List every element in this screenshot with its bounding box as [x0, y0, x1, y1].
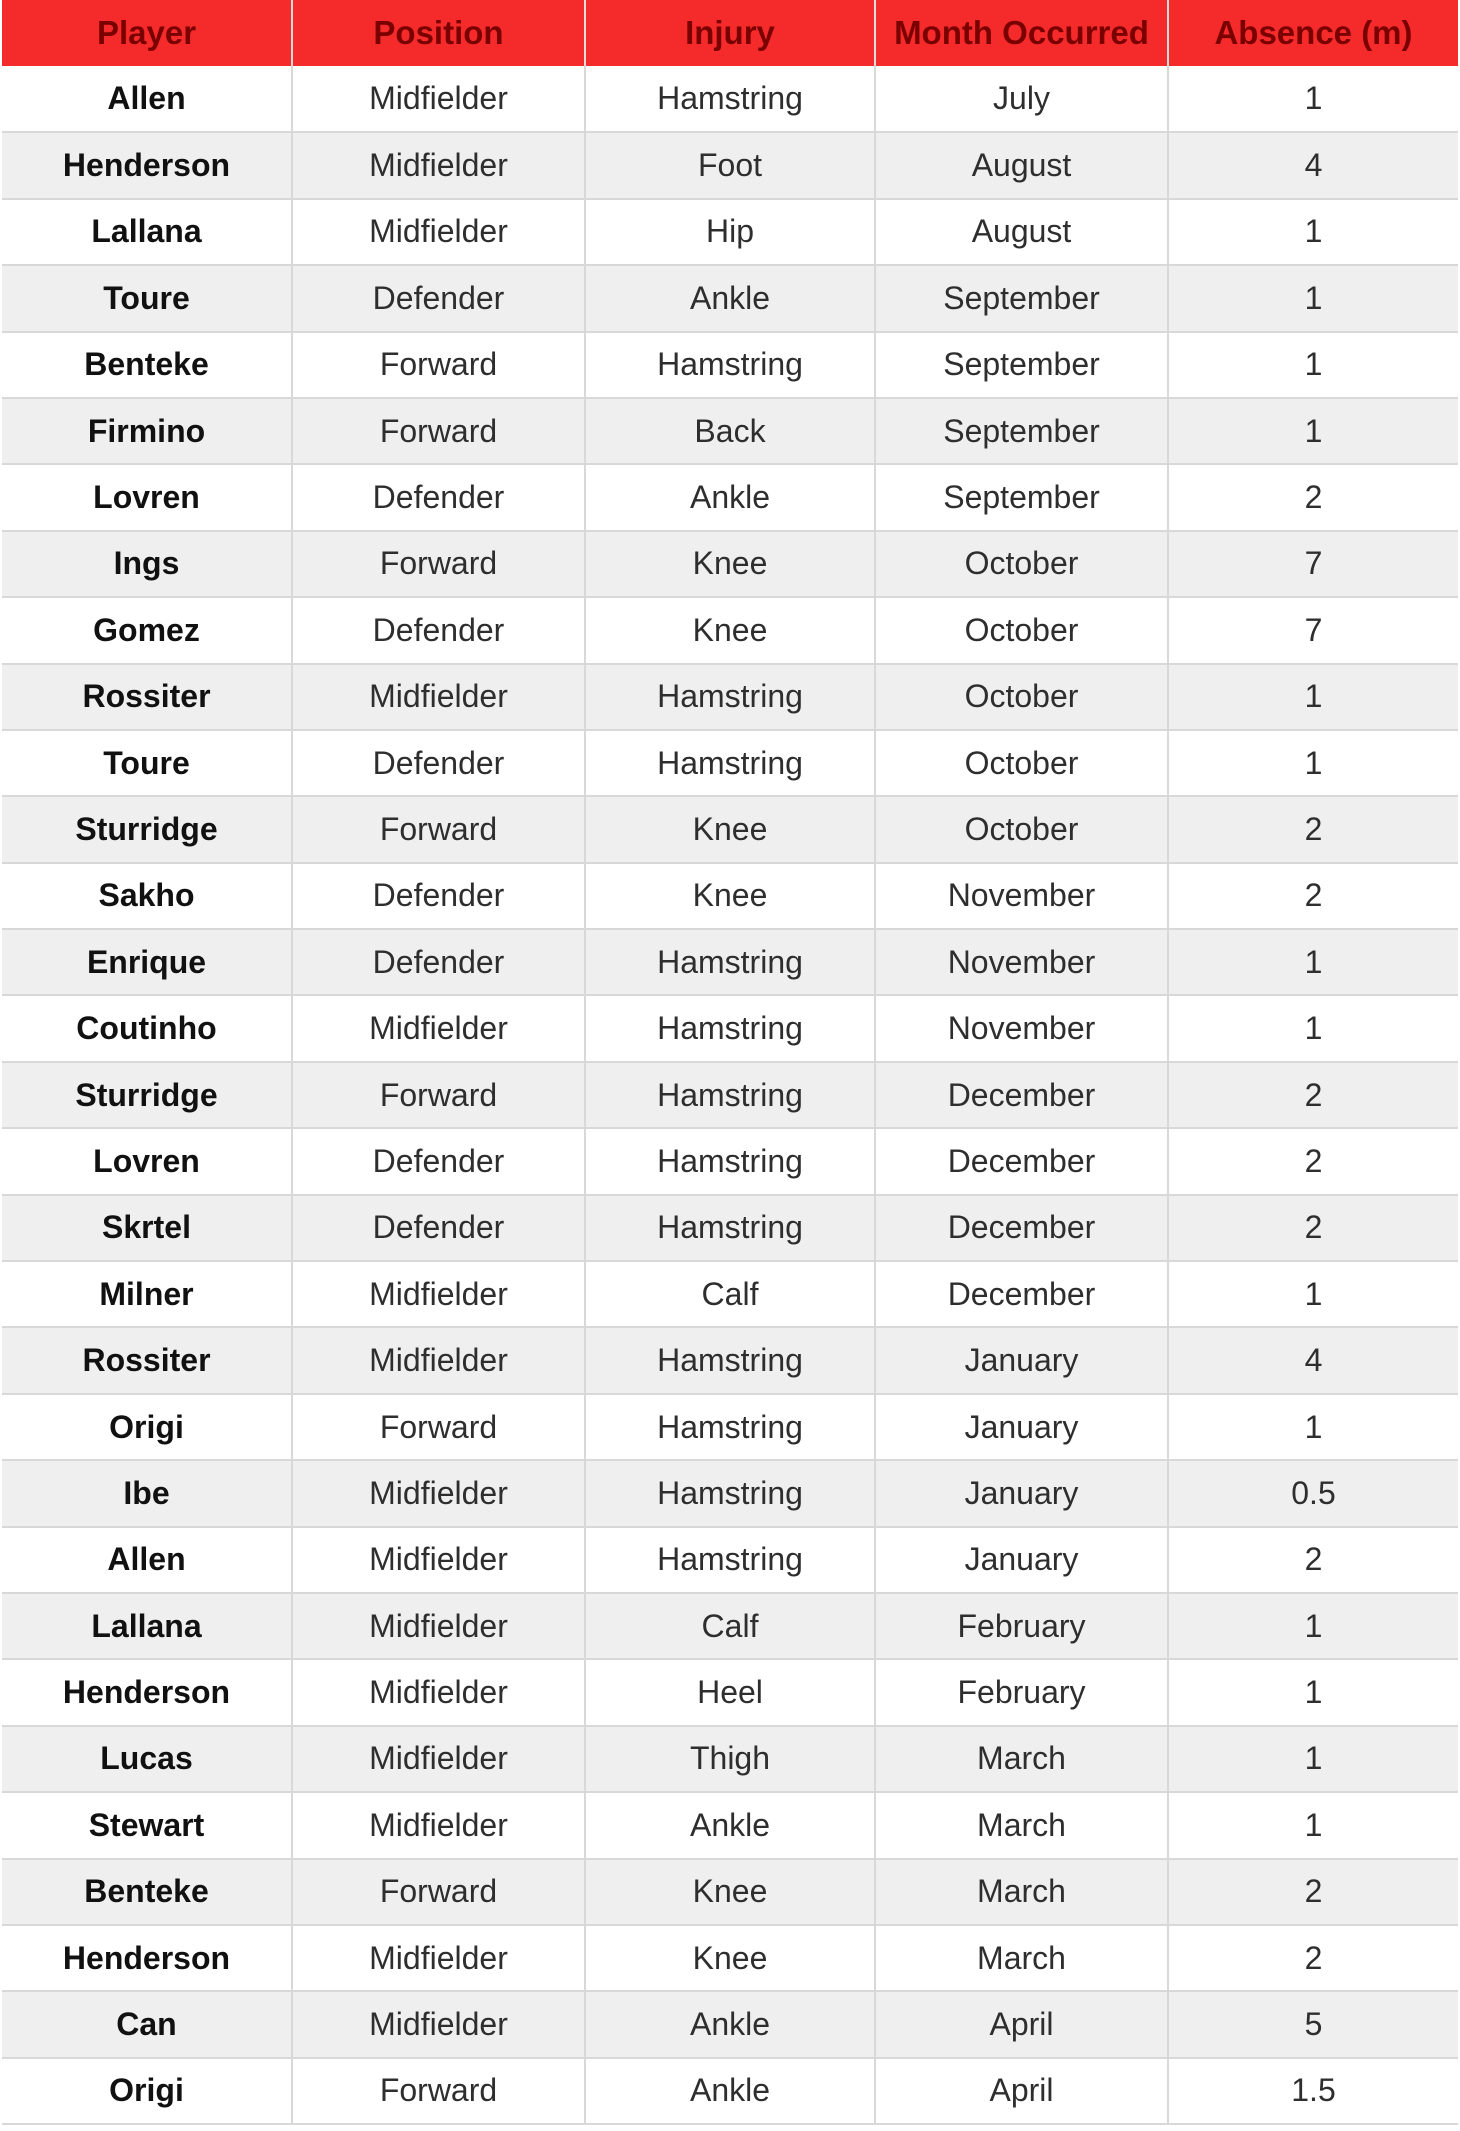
cell-absence: 2 — [1168, 464, 1458, 530]
cell-absence: 1 — [1168, 265, 1458, 331]
cell-player: Skrtel — [2, 1195, 292, 1261]
cell-injury: Ankle — [585, 464, 875, 530]
cell-month-occurred: September — [875, 464, 1168, 530]
cell-absence: 1 — [1168, 66, 1458, 132]
table-row — [2, 664, 1458, 730]
cell-position: Midfielder — [292, 132, 585, 198]
table-row — [2, 597, 1458, 663]
cell-month-occurred: September — [875, 332, 1168, 398]
table-row — [2, 1394, 1458, 1460]
cell-position: Defender — [292, 464, 585, 530]
cell-month-occurred: November — [875, 929, 1168, 995]
cell-injury: Hamstring — [585, 66, 875, 132]
cell-month-occurred: March — [875, 1925, 1168, 1991]
table-row — [2, 398, 1458, 464]
cell-month-occurred: September — [875, 265, 1168, 331]
header-month-occurred: Month Occurred — [875, 0, 1168, 66]
cell-injury: Hamstring — [585, 332, 875, 398]
cell-player: Origi — [2, 1394, 292, 1460]
cell-month-occurred: January — [875, 1327, 1168, 1393]
cell-injury: Knee — [585, 1859, 875, 1925]
cell-injury: Hamstring — [585, 995, 875, 1061]
cell-injury: Hip — [585, 199, 875, 265]
cell-month-occurred: December — [875, 1195, 1168, 1261]
table-row — [2, 265, 1458, 331]
cell-position: Midfielder — [292, 199, 585, 265]
cell-player: Henderson — [2, 132, 292, 198]
cell-absence: 7 — [1168, 597, 1458, 663]
header-absence: Absence (m) — [1214, 14, 1413, 51]
cell-player: Milner — [2, 1261, 292, 1327]
cell-injury: Ankle — [585, 2058, 875, 2124]
cell-injury: Hamstring — [585, 1195, 875, 1261]
cell-position: Forward — [292, 332, 585, 398]
table-row — [2, 1859, 1458, 1925]
cell-month-occurred: March — [875, 1726, 1168, 1792]
cell-player: Sturridge — [2, 796, 292, 862]
cell-absence: 4 — [1168, 132, 1458, 198]
cell-position: Midfielder — [292, 1261, 585, 1327]
cell-player: Toure — [2, 730, 292, 796]
table-row — [2, 730, 1458, 796]
cell-position: Midfielder — [292, 1792, 585, 1858]
cell-player: Can — [2, 1991, 292, 2057]
cell-player: Allen — [2, 1527, 292, 1593]
table-row — [2, 1261, 1458, 1327]
cell-absence: 1 — [1168, 199, 1458, 265]
cell-injury: Hamstring — [585, 1062, 875, 1128]
cell-month-occurred: March — [875, 1859, 1168, 1925]
cell-player: Ings — [2, 531, 292, 597]
table-row — [2, 1659, 1458, 1725]
header-position: Position — [292, 0, 585, 66]
cell-injury: Thigh — [585, 1726, 875, 1792]
cell-absence: 1 — [1168, 664, 1458, 730]
cell-month-occurred: October — [875, 597, 1168, 663]
cell-player: Rossiter — [2, 664, 292, 730]
cell-player: Stewart — [2, 1792, 292, 1858]
table-row — [2, 995, 1458, 1061]
cell-month-occurred: October — [875, 531, 1168, 597]
cell-position: Midfielder — [292, 1925, 585, 1991]
cell-player: Ibe — [2, 1460, 292, 1526]
cell-month-occurred: January — [875, 1460, 1168, 1526]
cell-player: Benteke — [2, 332, 292, 398]
cell-absence: 1 — [1168, 1659, 1458, 1725]
table-row — [2, 796, 1458, 862]
cell-month-occurred: April — [875, 2058, 1168, 2124]
cell-player: Lallana — [2, 199, 292, 265]
table-row — [2, 66, 1458, 132]
cell-month-occurred: December — [875, 1261, 1168, 1327]
cell-month-occurred: October — [875, 730, 1168, 796]
cell-absence: 2 — [1168, 1128, 1458, 1194]
table-row — [2, 199, 1458, 265]
table-row — [2, 1792, 1458, 1858]
cell-injury: Hamstring — [585, 1460, 875, 1526]
cell-month-occurred: March — [875, 1792, 1168, 1858]
cell-position: Forward — [292, 1859, 585, 1925]
table-row — [2, 2058, 1458, 2124]
cell-month-occurred: December — [875, 1062, 1168, 1128]
cell-player: Lovren — [2, 464, 292, 530]
cell-injury: Knee — [585, 597, 875, 663]
cell-month-occurred: April — [875, 1991, 1168, 2057]
cell-injury: Hamstring — [585, 1128, 875, 1194]
cell-injury: Hamstring — [585, 1527, 875, 1593]
cell-position: Midfielder — [292, 1991, 585, 2057]
cell-month-occurred: November — [875, 995, 1168, 1061]
table-body — [2, 66, 1458, 2124]
cell-absence: 2 — [1168, 1859, 1458, 1925]
cell-absence: 2 — [1168, 1062, 1458, 1128]
cell-absence: 1 — [1168, 1792, 1458, 1858]
cell-month-occurred: August — [875, 199, 1168, 265]
cell-position: Midfielder — [292, 1527, 585, 1593]
cell-position: Midfielder — [292, 995, 585, 1061]
table-row — [2, 464, 1458, 530]
table-row — [2, 929, 1458, 995]
cell-month-occurred: January — [875, 1394, 1168, 1460]
cell-absence: 1 — [1168, 398, 1458, 464]
table-row — [2, 1593, 1458, 1659]
cell-absence: 1.5 — [1168, 2058, 1458, 2124]
cell-position: Defender — [292, 929, 585, 995]
cell-position: Forward — [292, 1394, 585, 1460]
cell-month-occurred: October — [875, 796, 1168, 862]
cell-injury: Heel — [585, 1659, 875, 1725]
table-row — [2, 1327, 1458, 1393]
cell-injury: Ankle — [585, 265, 875, 331]
cell-injury: Hamstring — [585, 929, 875, 995]
cell-position: Defender — [292, 863, 585, 929]
cell-month-occurred: September — [875, 398, 1168, 464]
cell-absence: 5 — [1168, 1991, 1458, 2057]
cell-position: Midfielder — [292, 1460, 585, 1526]
cell-player: Rossiter — [2, 1327, 292, 1393]
cell-injury: Knee — [585, 863, 875, 929]
cell-absence: 7 — [1168, 531, 1458, 597]
table-row — [2, 1195, 1458, 1261]
table-row — [2, 1460, 1458, 1526]
cell-absence: 2 — [1168, 863, 1458, 929]
table-header — [2, 0, 1458, 66]
cell-absence: 1 — [1168, 1593, 1458, 1659]
cell-month-occurred: August — [875, 132, 1168, 198]
cell-position: Defender — [292, 597, 585, 663]
cell-month-occurred: February — [875, 1659, 1168, 1725]
table-row — [2, 132, 1458, 198]
cell-month-occurred: February — [875, 1593, 1168, 1659]
cell-injury: Calf — [585, 1593, 875, 1659]
cell-position: Forward — [292, 531, 585, 597]
cell-player: Gomez — [2, 597, 292, 663]
cell-injury: Ankle — [585, 1991, 875, 2057]
table-row — [2, 1062, 1458, 1128]
table-row — [2, 1726, 1458, 1792]
cell-absence: 2 — [1168, 1527, 1458, 1593]
cell-player: Lucas — [2, 1726, 292, 1792]
cell-player: Coutinho — [2, 995, 292, 1061]
cell-absence: 1 — [1168, 929, 1458, 995]
cell-player: Henderson — [2, 1925, 292, 1991]
cell-position: Midfielder — [292, 664, 585, 730]
cell-month-occurred: July — [875, 66, 1168, 132]
table-row — [2, 1991, 1458, 2057]
cell-position: Defender — [292, 265, 585, 331]
cell-player: Benteke — [2, 1859, 292, 1925]
cell-position: Defender — [292, 730, 585, 796]
cell-position: Midfielder — [292, 66, 585, 132]
cell-player: Lallana — [2, 1593, 292, 1659]
cell-absence: 1 — [1168, 730, 1458, 796]
cell-injury: Hamstring — [585, 1394, 875, 1460]
cell-injury: Foot — [585, 132, 875, 198]
table-row — [2, 332, 1458, 398]
cell-position: Forward — [292, 1062, 585, 1128]
cell-player: Allen — [2, 66, 292, 132]
cell-injury: Knee — [585, 531, 875, 597]
cell-month-occurred: November — [875, 863, 1168, 929]
cell-position: Defender — [292, 1195, 585, 1261]
table-row — [2, 1925, 1458, 1991]
cell-month-occurred: January — [875, 1527, 1168, 1593]
cell-injury: Hamstring — [585, 730, 875, 796]
header-player: Player — [2, 0, 292, 66]
cell-player: Henderson — [2, 1659, 292, 1725]
cell-player: Enrique — [2, 929, 292, 995]
cell-absence: 1 — [1168, 332, 1458, 398]
cell-position: Defender — [292, 1128, 585, 1194]
cell-position: Forward — [292, 796, 585, 862]
cell-injury: Knee — [585, 1925, 875, 1991]
cell-injury: Hamstring — [585, 664, 875, 730]
header-row — [2, 0, 1458, 66]
cell-position: Forward — [292, 398, 585, 464]
cell-player: Sakho — [2, 863, 292, 929]
cell-absence: 1 — [1168, 995, 1458, 1061]
cell-month-occurred: October — [875, 664, 1168, 730]
cell-absence: 4 — [1168, 1327, 1458, 1393]
cell-player: Firmino — [2, 398, 292, 464]
cell-injury: Hamstring — [585, 1327, 875, 1393]
table-row — [2, 531, 1458, 597]
cell-position: Midfielder — [292, 1726, 585, 1792]
header-injury: Injury — [585, 0, 875, 66]
cell-absence: 2 — [1168, 1925, 1458, 1991]
cell-month-occurred: December — [875, 1128, 1168, 1194]
cell-player: Sturridge — [2, 1062, 292, 1128]
injury-table — [2, 0, 1458, 2125]
table-row — [2, 1527, 1458, 1593]
cell-absence: 0.5 — [1168, 1460, 1458, 1526]
cell-position: Forward — [292, 2058, 585, 2124]
cell-injury: Calf — [585, 1261, 875, 1327]
cell-player: Lovren — [2, 1128, 292, 1194]
cell-position: Midfielder — [292, 1593, 585, 1659]
cell-absence: 2 — [1168, 796, 1458, 862]
cell-absence: 1 — [1168, 1726, 1458, 1792]
cell-injury: Back — [585, 398, 875, 464]
cell-absence: 2 — [1168, 1195, 1458, 1261]
cell-player: Origi — [2, 2058, 292, 2124]
cell-player: Toure — [2, 265, 292, 331]
table-row — [2, 1128, 1458, 1194]
cell-position: Midfielder — [292, 1327, 585, 1393]
cell-position: Midfielder — [292, 1659, 585, 1725]
cell-injury: Knee — [585, 796, 875, 862]
cell-injury: Ankle — [585, 1792, 875, 1858]
table-row — [2, 863, 1458, 929]
cell-absence: 1 — [1168, 1261, 1458, 1327]
cell-absence: 1 — [1168, 1394, 1458, 1460]
